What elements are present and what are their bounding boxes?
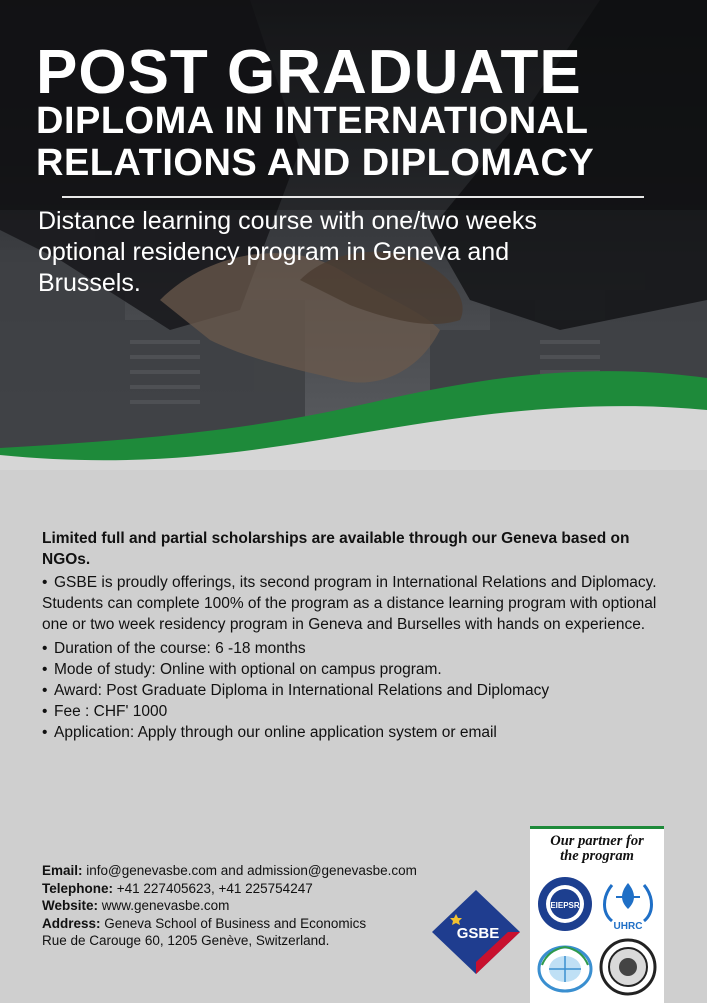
list-item: • Fee : CHF' 1000 [42, 703, 168, 720]
fee-text: Fee : CHF' 1000 [54, 703, 168, 720]
hero-banner [0, 0, 707, 470]
duration-text: Duration of the course: 6 -18 months [54, 640, 306, 657]
award-text: Award: Post Graduate Diploma in International Relations and Diplomacy [54, 682, 550, 699]
address-value: Geneva School of Business and Economics [100, 915, 367, 931]
title-line-2: DIPLOMA IN INTERNATIONAL [36, 100, 589, 142]
title-line-3: RELATIONS AND DIPLOMACY [36, 142, 595, 184]
eiepsr-logo [536, 875, 594, 933]
email-value[interactable]: info@genevasbe.com and admission@genevasbe.com [82, 863, 417, 878]
program-details [42, 528, 672, 743]
email-label: Email: [42, 863, 83, 878]
gsbe-logo [428, 888, 524, 976]
subtitle: Distance learning course with one/two weeks optional residency program in Geneva and Brussels. [38, 207, 537, 297]
list-item: • Award: Post Graduate Diploma in International Relations and Diplomacy [42, 682, 550, 699]
application-text: Application: Apply through our online application system or email [54, 724, 497, 741]
address-line-2: Rue de Carouge 60, 1205 Genève, Switzerland. [42, 933, 330, 948]
list-item: • GSBE is proudly offerings, its second program in International Relations and Diplomacy. Students can complete 100% of the program as a distance learning program with optional one or two week residency program in Geneva and Burselles with hands on experience. [42, 574, 657, 633]
telephone-label: Telephone: [42, 880, 114, 896]
website-link[interactable]: www.genevasbe.com [98, 898, 230, 913]
list-item: • Mode of study: Online with optional on campus program. [42, 661, 442, 678]
address-label: Address: [42, 915, 101, 931]
seal-logo [598, 937, 658, 997]
partner-title [530, 834, 664, 864]
scholarship-note: Limited full and partial scholarships are available through our Geneva based on NGOs. [42, 530, 630, 568]
partner-title-line-2: the program [560, 848, 634, 864]
uhrc-logo [598, 875, 658, 935]
website-label: Website: [42, 898, 99, 913]
uhrc-logo-text: UHRC [613, 921, 643, 932]
telephone-value: +41 227405623, +41 225754247 [113, 880, 313, 896]
title-divider [62, 196, 644, 198]
email-row [42, 862, 522, 880]
gsbe-logo-text: GSBE [456, 925, 500, 942]
title-line-1: POST GRADUATE [36, 38, 582, 107]
mode-text: Mode of study: Online with optional on campus program. [54, 661, 442, 678]
list-item: • Application: Apply through our online application system or email [42, 724, 497, 741]
eiepsr-logo-text: EIEPSR [550, 901, 580, 910]
partner-panel [530, 826, 664, 1003]
partner-title-line-1: Our partner for [550, 833, 644, 849]
list-item: • Duration of the course: 6 -18 months [42, 640, 306, 657]
globe-logo [536, 941, 594, 997]
intro-text: GSBE is proudly offerings, its second program in International Relations and Diplomacy. Students can complete 100% of the program as a distance learning program with optional one or two week residency program in Geneva and Burselles with hands on experience. [42, 574, 657, 633]
